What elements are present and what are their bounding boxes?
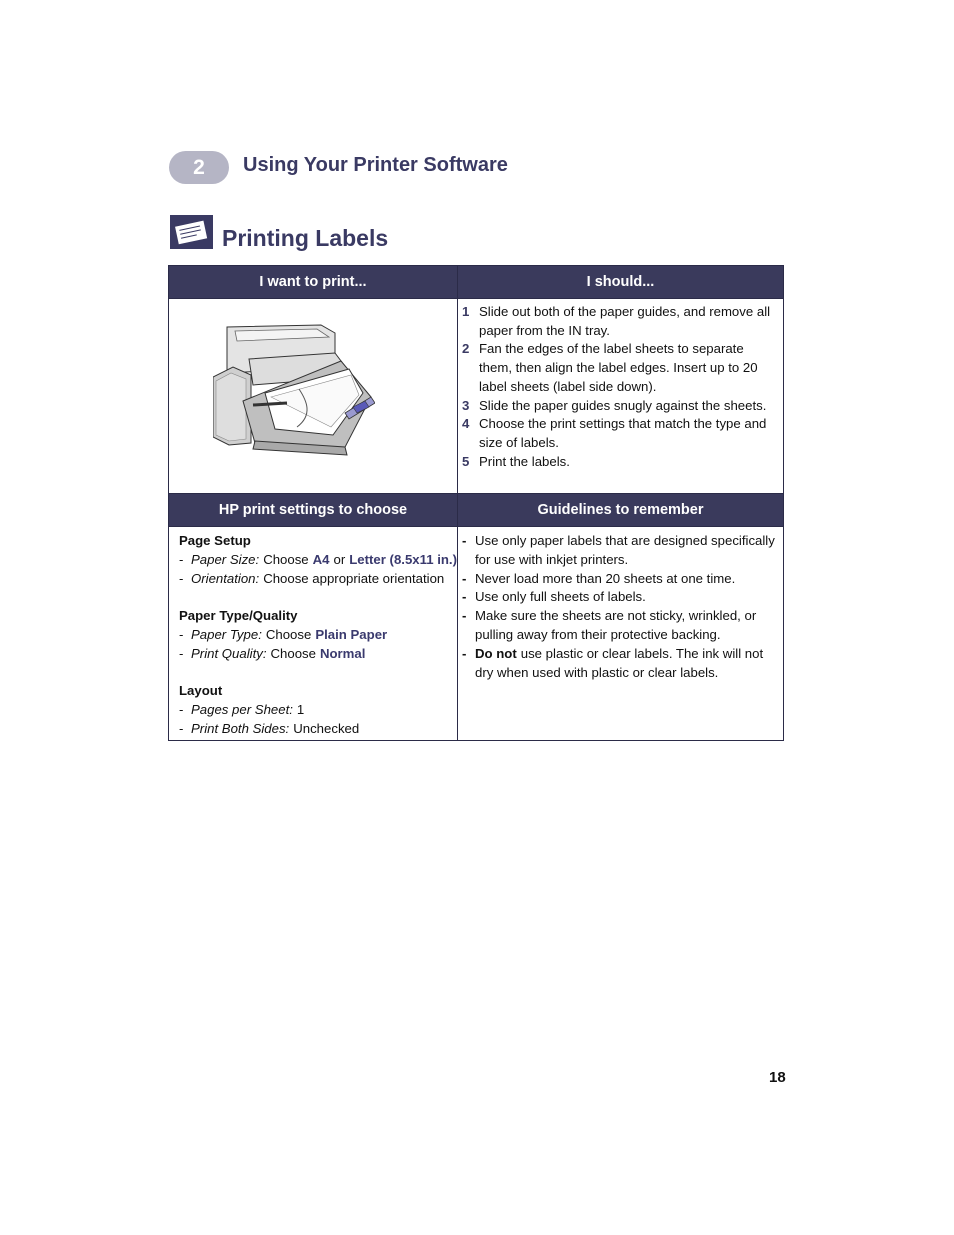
step-text: Slide the paper guides snugly against the sheets. — [479, 397, 767, 413]
guideline-item: - Do not use plastic or clear labels. The ink will not dry when used with plastic or clear labels. — [462, 645, 776, 683]
step-text: Slide out both of the paper guides, and remove all paper from the IN tray. — [479, 304, 771, 338]
steps-list — [459, 300, 782, 471]
step-text: Choose the print settings that match the type and size of labels. — [479, 416, 767, 450]
step-number: 5 — [462, 453, 470, 469]
printer-with-label-sheets-icon — [213, 323, 375, 457]
header-guidelines: Guidelines to remember — [458, 494, 784, 527]
guideline-item: - Never load more than 20 sheets at one time. — [462, 570, 776, 589]
label-printing-table — [168, 265, 784, 741]
step-number: 3 — [462, 397, 470, 413]
guideline-text: Do not use plastic or clear labels. The ink will not dry when used with plastic or clear labels. — [475, 645, 764, 680]
step-number: 4 — [462, 416, 470, 432]
setting-orientation: - Orientation: Choose appropriate orientation — [179, 570, 445, 586]
setting-pages-per-sheet: - Pages per Sheet: 1 — [179, 702, 305, 718]
setting-paper-type: - Paper Type: Choose Plain Paper — [179, 626, 388, 642]
step-item — [462, 397, 776, 416]
chapter-number-badge — [169, 151, 229, 184]
step-item — [462, 340, 776, 396]
printer-image-cell — [169, 299, 458, 494]
step-item — [462, 303, 776, 340]
step-text: Fan the edges of the label sheets to separate them, then align the label edges. Insert up to 20 label sheets (label side down). — [479, 341, 758, 394]
guideline-item: - Make sure the sheets are not sticky, wrinkled, or pulling away from their protective backing. — [462, 607, 776, 645]
guideline-emphasis: Do not — [475, 645, 517, 661]
guidelines-cell — [458, 527, 784, 741]
steps-cell — [458, 299, 784, 494]
page-title: Printing Labels — [222, 225, 389, 251]
chapter-number: 2 — [193, 155, 205, 179]
setting-print-both-sides: - Print Both Sides: Unchecked — [179, 720, 360, 736]
page-setup-group — [179, 532, 457, 588]
group-title: Layout — [179, 683, 223, 699]
step-number: 2 — [462, 341, 470, 357]
guideline-text: Make sure the sheets are not sticky, wrinkled, or pulling away from their protective backing. — [475, 608, 757, 642]
guideline-text: Use only full sheets of labels. — [475, 589, 646, 605]
guideline-text: Never load more than 20 sheets at one time. — [475, 570, 736, 586]
paper-type-quality-group — [179, 607, 450, 663]
header-print-settings: HP print settings to choose — [169, 494, 458, 527]
chapter-title: Using Your Printer Software — [243, 154, 508, 176]
guideline-item: - Use only full sheets of labels. — [462, 588, 776, 607]
layout-group — [179, 682, 450, 738]
settings-cell — [169, 527, 458, 741]
guideline-item: - Use only paper labels that are designed specifically for use with inkjet printers. — [462, 532, 776, 570]
header-want-to-print: I want to print... — [169, 266, 458, 299]
step-item — [462, 415, 776, 452]
guidelines-list — [459, 528, 782, 682]
setting-print-quality: - Print Quality: Choose Normal — [179, 645, 366, 661]
guideline-text: Use only paper labels that are designed specifically for use with inkjet printers. — [475, 533, 775, 567]
group-title: Page Setup — [179, 533, 251, 548]
step-text: Print the labels. — [479, 453, 570, 469]
group-title: Paper Type/Quality — [179, 608, 298, 624]
setting-paper-size: - Paper Size: Choose A4 or Letter (8.5x11 in.) — [179, 551, 457, 567]
header-i-should: I should... — [458, 266, 784, 299]
step-number: 1 — [462, 304, 470, 319]
label-sheet-icon — [170, 215, 213, 249]
page-number: 18 — [769, 1069, 786, 1086]
step-item — [462, 453, 776, 472]
